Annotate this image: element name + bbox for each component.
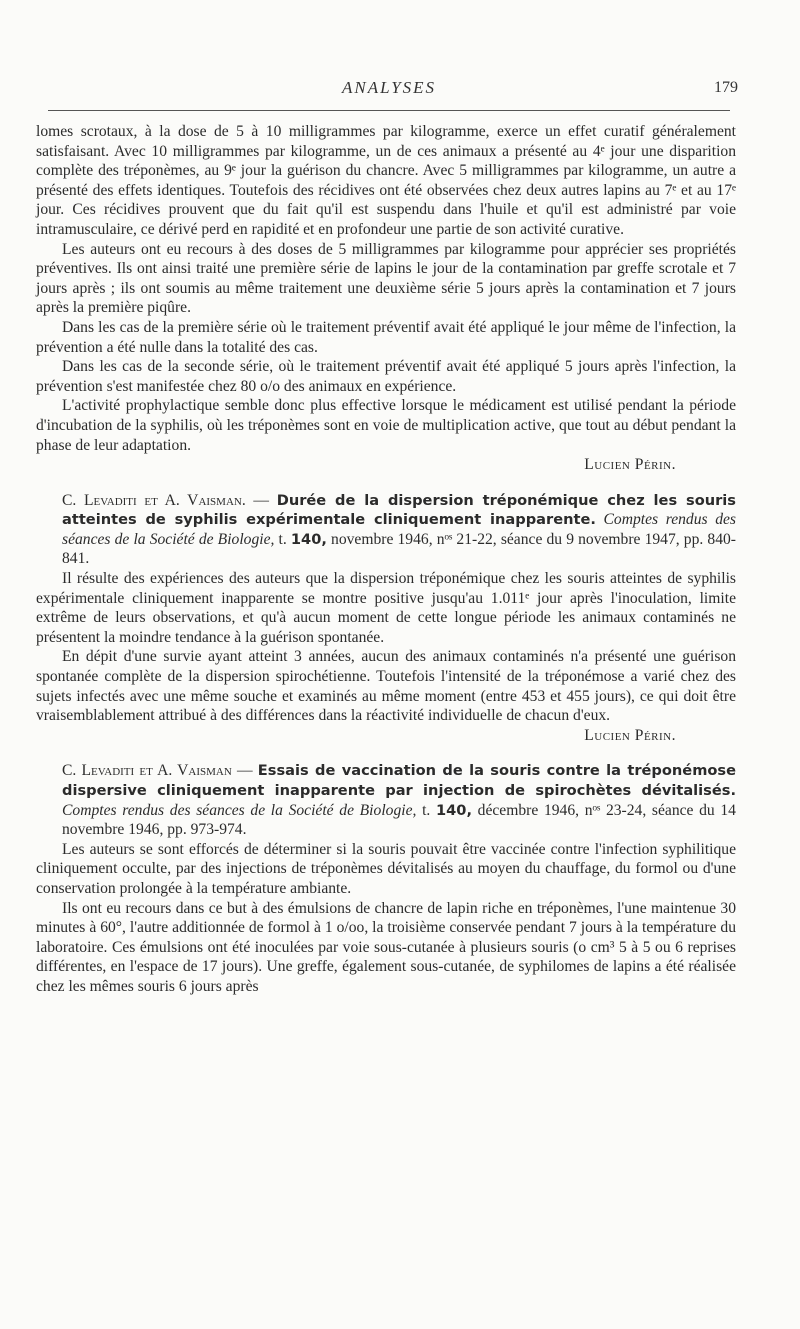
review-2-citation xyxy=(36,491,736,569)
page-header xyxy=(48,78,738,104)
review-3-citation-rest: décembre 1946, nᵒˢ 23-24, séance du 14 novembre 1946, pp. 973-974. xyxy=(62,801,736,839)
review-3-citation xyxy=(36,761,736,839)
review-1-paragraph-1: lomes scrotaux, à la dose de 5 à 10 milligrammes par kilogramme, exerce un effet curatif généralement satisfaisant. Avec 10 milligrammes par kilogramme, un de ces animaux a présenté au 4ᵉ jour une disparition complète des tréponèmes, au 9ᵉ jour la guérison du chancre. Avec 5 milligrammes par kilogramme, un autre a présenté des effets identiques. Toutefois des récidives ont été observées chez deux autres lapins au 7ᵉ et au 17ᵉ jour. Ces récidives prouvent que du fait qu'il est suspendu dans l'huile et qu'il est administré par voie intramusculaire, ce dérivé perd en rapidité et en profondeur une partie de son activité curative. xyxy=(36,123,736,238)
section-gap xyxy=(36,745,736,761)
review-3-paragraph-1: Les auteurs se sont efforcés de déterminer si la souris pouvait être vaccinée contre l'infection syphilitique cliniquement occulte, par des injections de tréponèmes dévitalisés au moyen du chauffage, du formol ou d'une conservation prolongée à la température ambiante. xyxy=(36,840,736,897)
review-2-paragraph-2: En dépit d'une survie ayant atteint 3 années, aucun des animaux contaminés n'a présenté une guérison spontanée complète de la dispersion spirochétienne. Toutefois l'intensité de la tréponémose a varié chez des sujets infectés avec une même souche et examinés au même moment (entre 453 et 455 jours), ce qui doit être vraisemblablement attribué à des différences dans la réactivité individuelle de chacun d'eux. xyxy=(36,648,736,725)
review-3-vol-prefix: t. xyxy=(422,801,431,819)
review-3-authors: C. Levaditi et A. Vaisman — xyxy=(62,762,253,780)
review-2-citation-rest: novembre 1946, nᵒˢ 21-22, séance du 9 novembre 1947, pp. 840-841. xyxy=(62,530,736,568)
review-1-signature: Lucien Périn. xyxy=(584,456,676,474)
review-2 xyxy=(36,491,736,746)
review-1-paragraph-5: L'activité prophylactique semble donc plus effective lorsque le médicament est utilisé pendant la période d'incubation de la syphilis, où les tréponèmes sont en voie de multiplication active, que tout au début pendant la phase de leur adaptation. xyxy=(36,397,736,454)
running-title: ANALYSES xyxy=(341,78,437,97)
review-2-paragraph-1: Il résulte des expériences des auteurs que la dispersion tréponémique chez les souris atteintes de syphilis expérimentale cliniquement inapparente se montre positive jusqu'au 1.011ᵉ jour après l'inoculation, limite extrême de leurs observations, et qu'à aucun moment de cette longue période les animaux contaminés ne présentent la moindre tendance à la guérison spontanée. xyxy=(36,570,736,646)
review-3-paragraph-2: Ils ont eu recours dans ce but à des émulsions de chancre de lapin riche en tréponèmes, l'une maintenue 30 minutes à 60°, l'autre additionnée de formol à 1 o/oo, la troisième conservée pendant 7 jours à la température du laboratoire. Ces émulsions ont été inoculées par voie sous-cutanée à plusieurs souris (o cm³ 5 à 5 ou 6 reprises différentes, en l'espace de 17 jours). Une greffe, également sous-cutanée, de syphilomes de lapins a été réalisée chez les mêmes souris 6 jours après xyxy=(36,899,736,995)
page-number: 179 xyxy=(714,79,738,96)
page-body xyxy=(36,122,736,997)
section-gap xyxy=(36,475,736,491)
review-1 xyxy=(36,122,736,475)
review-2-authors: C. Levaditi et A. Vaisman. — xyxy=(62,491,270,509)
review-1-paragraph-3: Dans les cas de la première série où le traitement préventif avait été appliqué le jour même de l'infection, la prévention a été nulle dans la totalité des cas. xyxy=(36,318,736,356)
review-3-journal: Comptes rendus des séances de la Société de Biologie, xyxy=(62,801,417,819)
review-2-vol-prefix: t. xyxy=(278,530,287,548)
review-2-signature-line xyxy=(36,726,736,746)
review-1-paragraph-4: Dans les cas de la seconde série, où le traitement préventif avait été appliqué 5 jours après l'infection, la prévention s'est manifestée chez 80 o/o des animaux en expérience. xyxy=(36,358,736,395)
review-1-signature-line xyxy=(36,455,736,475)
review-3 xyxy=(36,761,736,996)
review-2-journal: Comptes rendus des séances de la Société de Biologie, xyxy=(62,511,736,548)
review-2-signature: Lucien Périn. xyxy=(584,726,676,744)
review-2-title: Durée de la dispersion tréponémique chez les souris atteintes de syphilis expérimentale cliniquement inapparente. xyxy=(62,491,736,529)
review-2-volume: 140, xyxy=(290,530,327,548)
header-rule xyxy=(48,110,730,111)
review-3-title: Essais de vaccination de la souris contre la tréponémose dispersive cliniquement inapparente par injection de spirochètes dévitalisés. xyxy=(62,762,737,799)
review-1-paragraph-2: Les auteurs ont eu recours à des doses de 5 milligrammes par kilogramme pour apprécier ses propriétés préventives. Ils ont ainsi traité une première série de lapins le jour de la contamination par greffe scrotale et 7 jours après ; ils ont soumis au même traitement une deuxième série 5 jours après la contamination et 7 jours après la première piqûre. xyxy=(36,240,736,317)
review-3-volume: 140, xyxy=(435,801,472,819)
